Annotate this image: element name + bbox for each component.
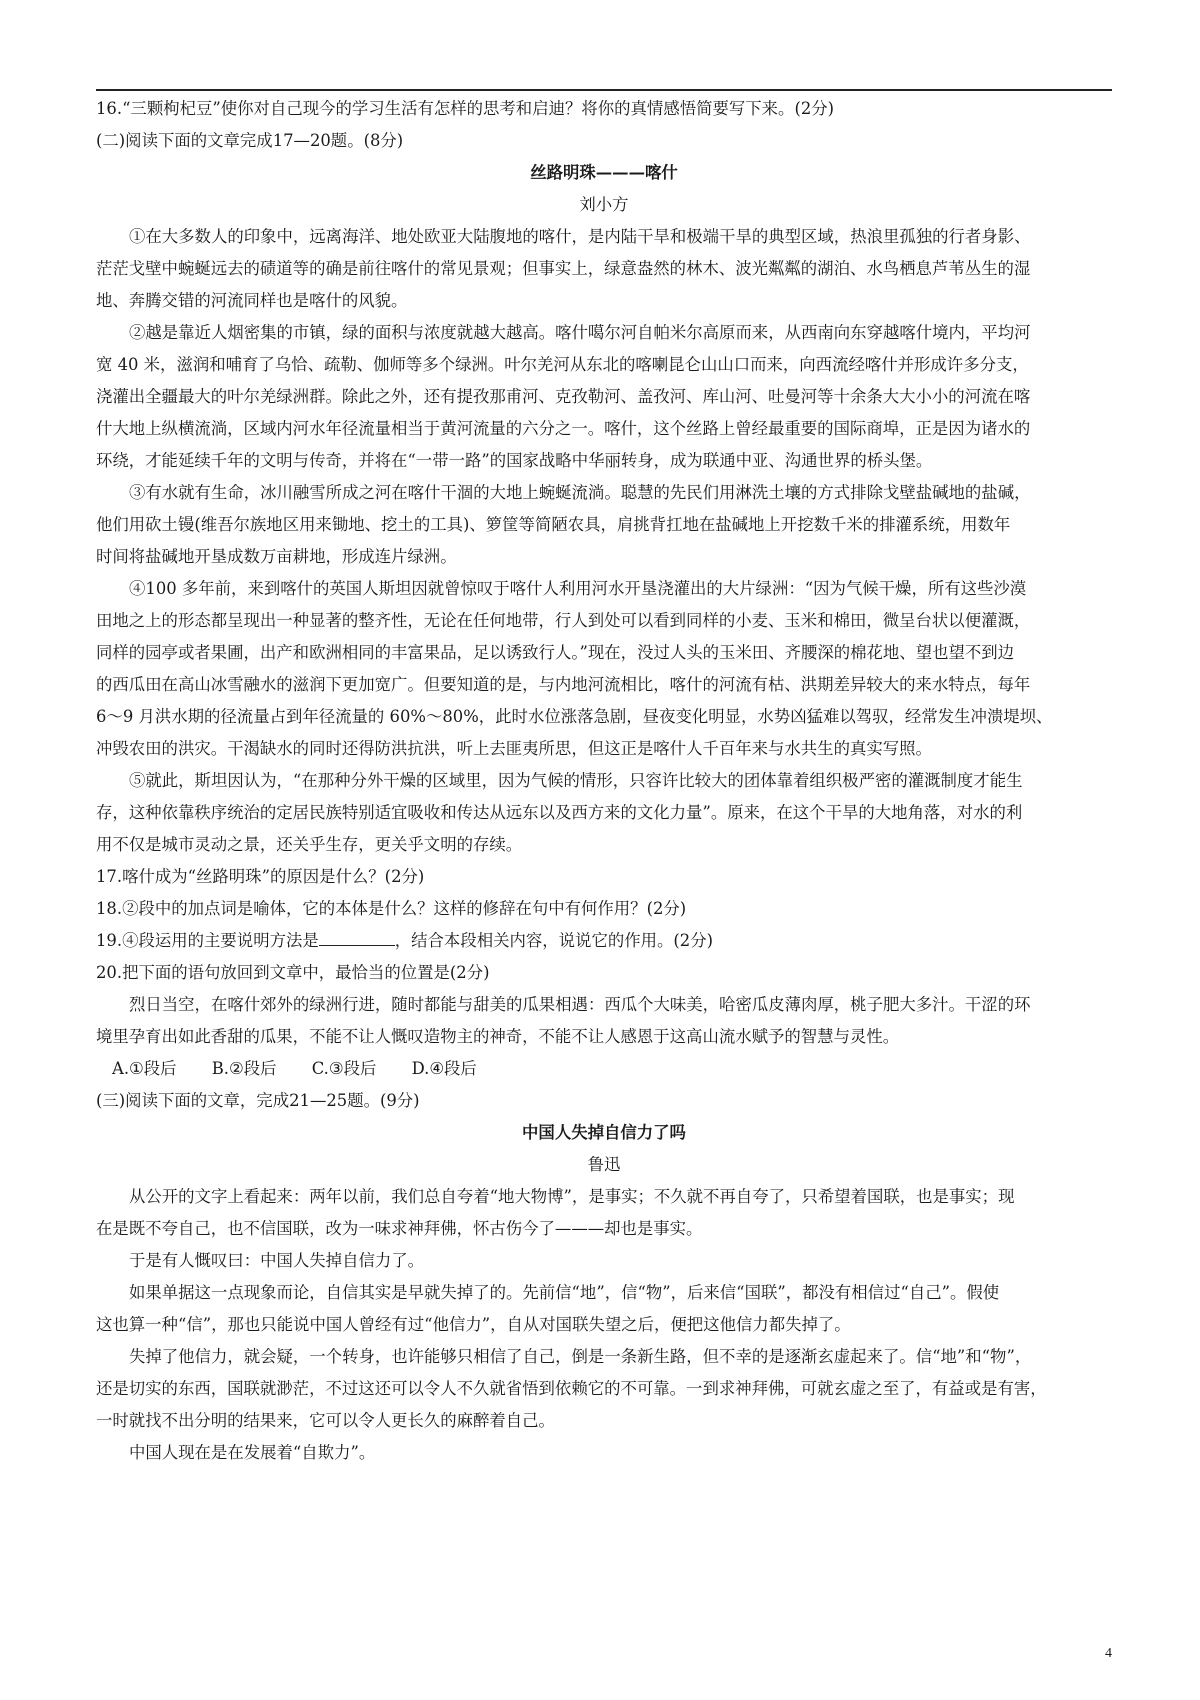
paragraph-line: 环绕，才能延续千年的文明与传奇，并将在“一带一路”的国家战略中华丽转身，成为联通中亚、沟通世界的桥头堡。 [96,451,933,470]
paragraph-line: ①在大多数人的印象中，远离海洋、地处欧亚大陆腹地的喀什，是内陆干旱和极端干旱的典型区域，热浪里孤独的行者身影、 [129,227,1031,246]
paragraph-line: 中国人现在是在发展着“自欺力”。 [129,1443,376,1462]
paragraph-line: ③有水就有生命，冰川融雪所成之河在喀什干涸的大地上蜿蜒流淌。聪慧的先民们用淋洗土壤的方式排除戈壁盐碱地的盐碱， [129,483,1031,502]
paragraph-line: 一时就找不出分明的结果来，它可以令人更长久的麻醉着自己。 [96,1411,555,1430]
paragraph-line: ④100 多年前，来到喀什的英国人斯坦因就曾惊叹于喀什人利用河水开垦浇灌出的大片绿洲：“因为气候干燥，所有这些沙漠 [129,579,1027,598]
paragraph-line: 于是有人慨叹曰：中国人失掉自信力了。 [129,1251,425,1270]
question-19-suffix: ，结合本段相关内容，说说它的作用。(2分) [394,931,714,950]
question-18: 18.②段中的加点词是喻体，它的本体是什么？这样的修辞在句中有何作用？(2分) [96,899,687,918]
section-2-heading: (二)阅读下面的文章完成17—20题。(8分) [96,131,404,150]
paragraph-line: ②越是靠近人烟密集的市镇，绿的面积与浓度就越大越高。喀什噶尔河自帕米尔高原而来，从西南向东穿越喀什境内，平均河 [129,323,1031,342]
section-3-heading: (三)阅读下面的文章，完成21—25题。(9分) [96,1091,420,1110]
paragraph-line: 6～9 月洪水期的径流量占到年径流量的 60%～80%，此时水位涨落急剧，昼夜变化明显，水势凶猛难以驾驭，经常发生冲溃堤坝、 [96,707,1053,726]
question-20: 20.把下面的语句放回到文章中，最恰当的位置是(2分) [96,963,490,982]
paragraph-line: 还是切实的东西，国联就渺茫，不过这还可以令人不久就省悟到依赖它的不可靠。一到求神拜佛，可就玄虚之至了，有益或是有害， [96,1379,1047,1398]
paragraph-line: 同样的园亭或者果圃，出产和欧洲相同的丰富果品，足以诱致行人。”现在，没过人头的玉米田、齐腰深的棉花地、望也望不到边 [96,643,1015,662]
question-17: 17.喀什成为“丝路明珠”的原因是什么？(2分) [96,867,425,886]
option-d: D.④段后 [411,1059,477,1078]
paragraph-line: 用不仅是城市灵动之景，还关乎生存，更关乎文明的存续。 [96,835,523,854]
paragraph-line: 如果单据这一点现象而论，自信其实是早就失掉了的。先前信“地”，信“物”，后来信“国联”，都没有相信过“自己”。假使 [129,1283,1000,1302]
option-c: C.③段后 [311,1059,377,1078]
article-2-author: 鲁迅 [587,1155,621,1174]
paragraph-line: 这也算一种“信”，那也只能说中国人曾经有过“他信力”，自从对国联失望之后，便把这他信力都失掉了。 [96,1315,851,1334]
paragraph-line: 田地之上的形态都呈现出一种显著的整齐性，无论在任何地带，行人到处可以看到同样的小麦、玉米和棉田，微呈台状以便灌溉， [96,611,1031,630]
option-a: A.①段后 [112,1059,177,1078]
paragraph-line: 时间将盐碱地开垦成数万亩耕地，形成连片绿洲。 [96,547,457,566]
paragraph-line: 宽 40 米，滋润和哺育了乌恰、疏勒、伽师等多个绿洲。叶尔羌河从东北的喀喇昆仑山山口而来，向西流经喀什并形成许多分支， [96,355,1029,374]
paragraph-line: 茫茫戈壁中蜿蜒远去的碛道等的确是前往喀什的常见景观；但事实上，绿意盎然的林木、波光粼粼的湖泊、水鸟栖息芦苇丛生的湿 [96,259,1031,278]
paragraph-line: ⑤就此，斯坦因认为，“在那种分外干燥的区域里，因为气候的情形，只容许比较大的团体靠着组织极严密的灌溉制度才能生 [129,771,1023,790]
article-1-title: 丝路明珠———喀什 [530,163,678,182]
paragraph-line: 在是既不夸自己，也不信国联，改为一味求神拜佛，怀古伤今了———却也是事实。 [96,1219,703,1238]
paragraph-line: 存，这种依靠秩序统治的定居民族特别适宜吸收和传达从远东以及西方来的文化力量”。原来，在这个干旱的大地角落，对水的利 [96,803,1023,822]
paragraph-line: 冲毁农田的洪灾。干渴缺水的同时还得防洪抗洪，听上去匪夷所思，但这正是喀什人千百年来与水共生的真实写照。 [96,739,932,758]
paragraph-line: 从公开的文字上看起来：两年以前，我们总自夸着“地大物博”，是事实；不久就不再自夸了，只希望着国联，也是事实；现 [129,1187,1015,1206]
header-rule [96,89,1112,91]
option-b: B.②段后 [211,1059,277,1078]
article-2-body [96,1181,1112,1469]
article-2-title: 中国人失掉自信力了吗 [522,1123,686,1142]
paragraph-line: 的西瓜田在高山冰雪融水的滋润下更加宽广。但要知道的是，与内地河流相比，喀什的河流有枯、洪期差异较大的来水特点，每年 [96,675,1031,694]
page-content [96,93,1112,1469]
paragraph-line: 什大地上纵横流淌，区域内河水年径流量相当于黄河流量的六分之一。喀什，这个丝路上曾经最重要的国际商埠，正是因为诸水的 [96,419,1031,438]
question-20-options [96,1053,1112,1085]
article-1-body [96,221,1112,861]
page-number: 4 [1105,1646,1112,1661]
answer-blank [319,925,395,946]
question-20-passage-line: 境里孕育出如此香甜的瓜果，不能不让人慨叹造物主的神奇，不能不让人感恩于这高山流水赋予的智慧与灵性。 [96,1027,900,1046]
question-20-passage-line: 烈日当空，在喀什郊外的绿洲行进，随时都能与甜美的瓜果相遇：西瓜个大味美，哈密瓜皮薄肉厚，桃子肥大多汁。干涩的环 [129,995,1031,1014]
paragraph-line: 他们用砍土镘(维吾尔族地区用来锄地、挖土的工具)、箩筐等简陋农具，肩挑背扛地在盐碱地上开挖数千米的排灌系统，用数年 [96,515,1011,534]
question-19-prefix: 19.④段运用的主要说明方法是 [96,931,319,950]
paragraph-line: 失掉了他信力，就会疑，一个转身，也许能够只相信了自己，倒是一条新生路，但不幸的是逐渐玄虚起来了。信“地”和“物”， [129,1347,1032,1366]
article-1-author: 刘小方 [579,195,629,214]
question-19 [96,925,1112,957]
question-16: 16.“三颗枸杞豆”使你对自己现今的学习生活有怎样的思考和启迪？将你的真情感悟简要写下来。(2分) [96,99,835,118]
paragraph-line: 地、奔腾交错的河流同样也是喀什的风貌。 [96,291,408,310]
paragraph-line: 浇灌出全疆最大的叶尔羌绿洲群。除此之外，还有提孜那甫河、克孜勒河、盖孜河、库山河、吐曼河等十余条大大小小的河流在喀 [96,387,1031,406]
